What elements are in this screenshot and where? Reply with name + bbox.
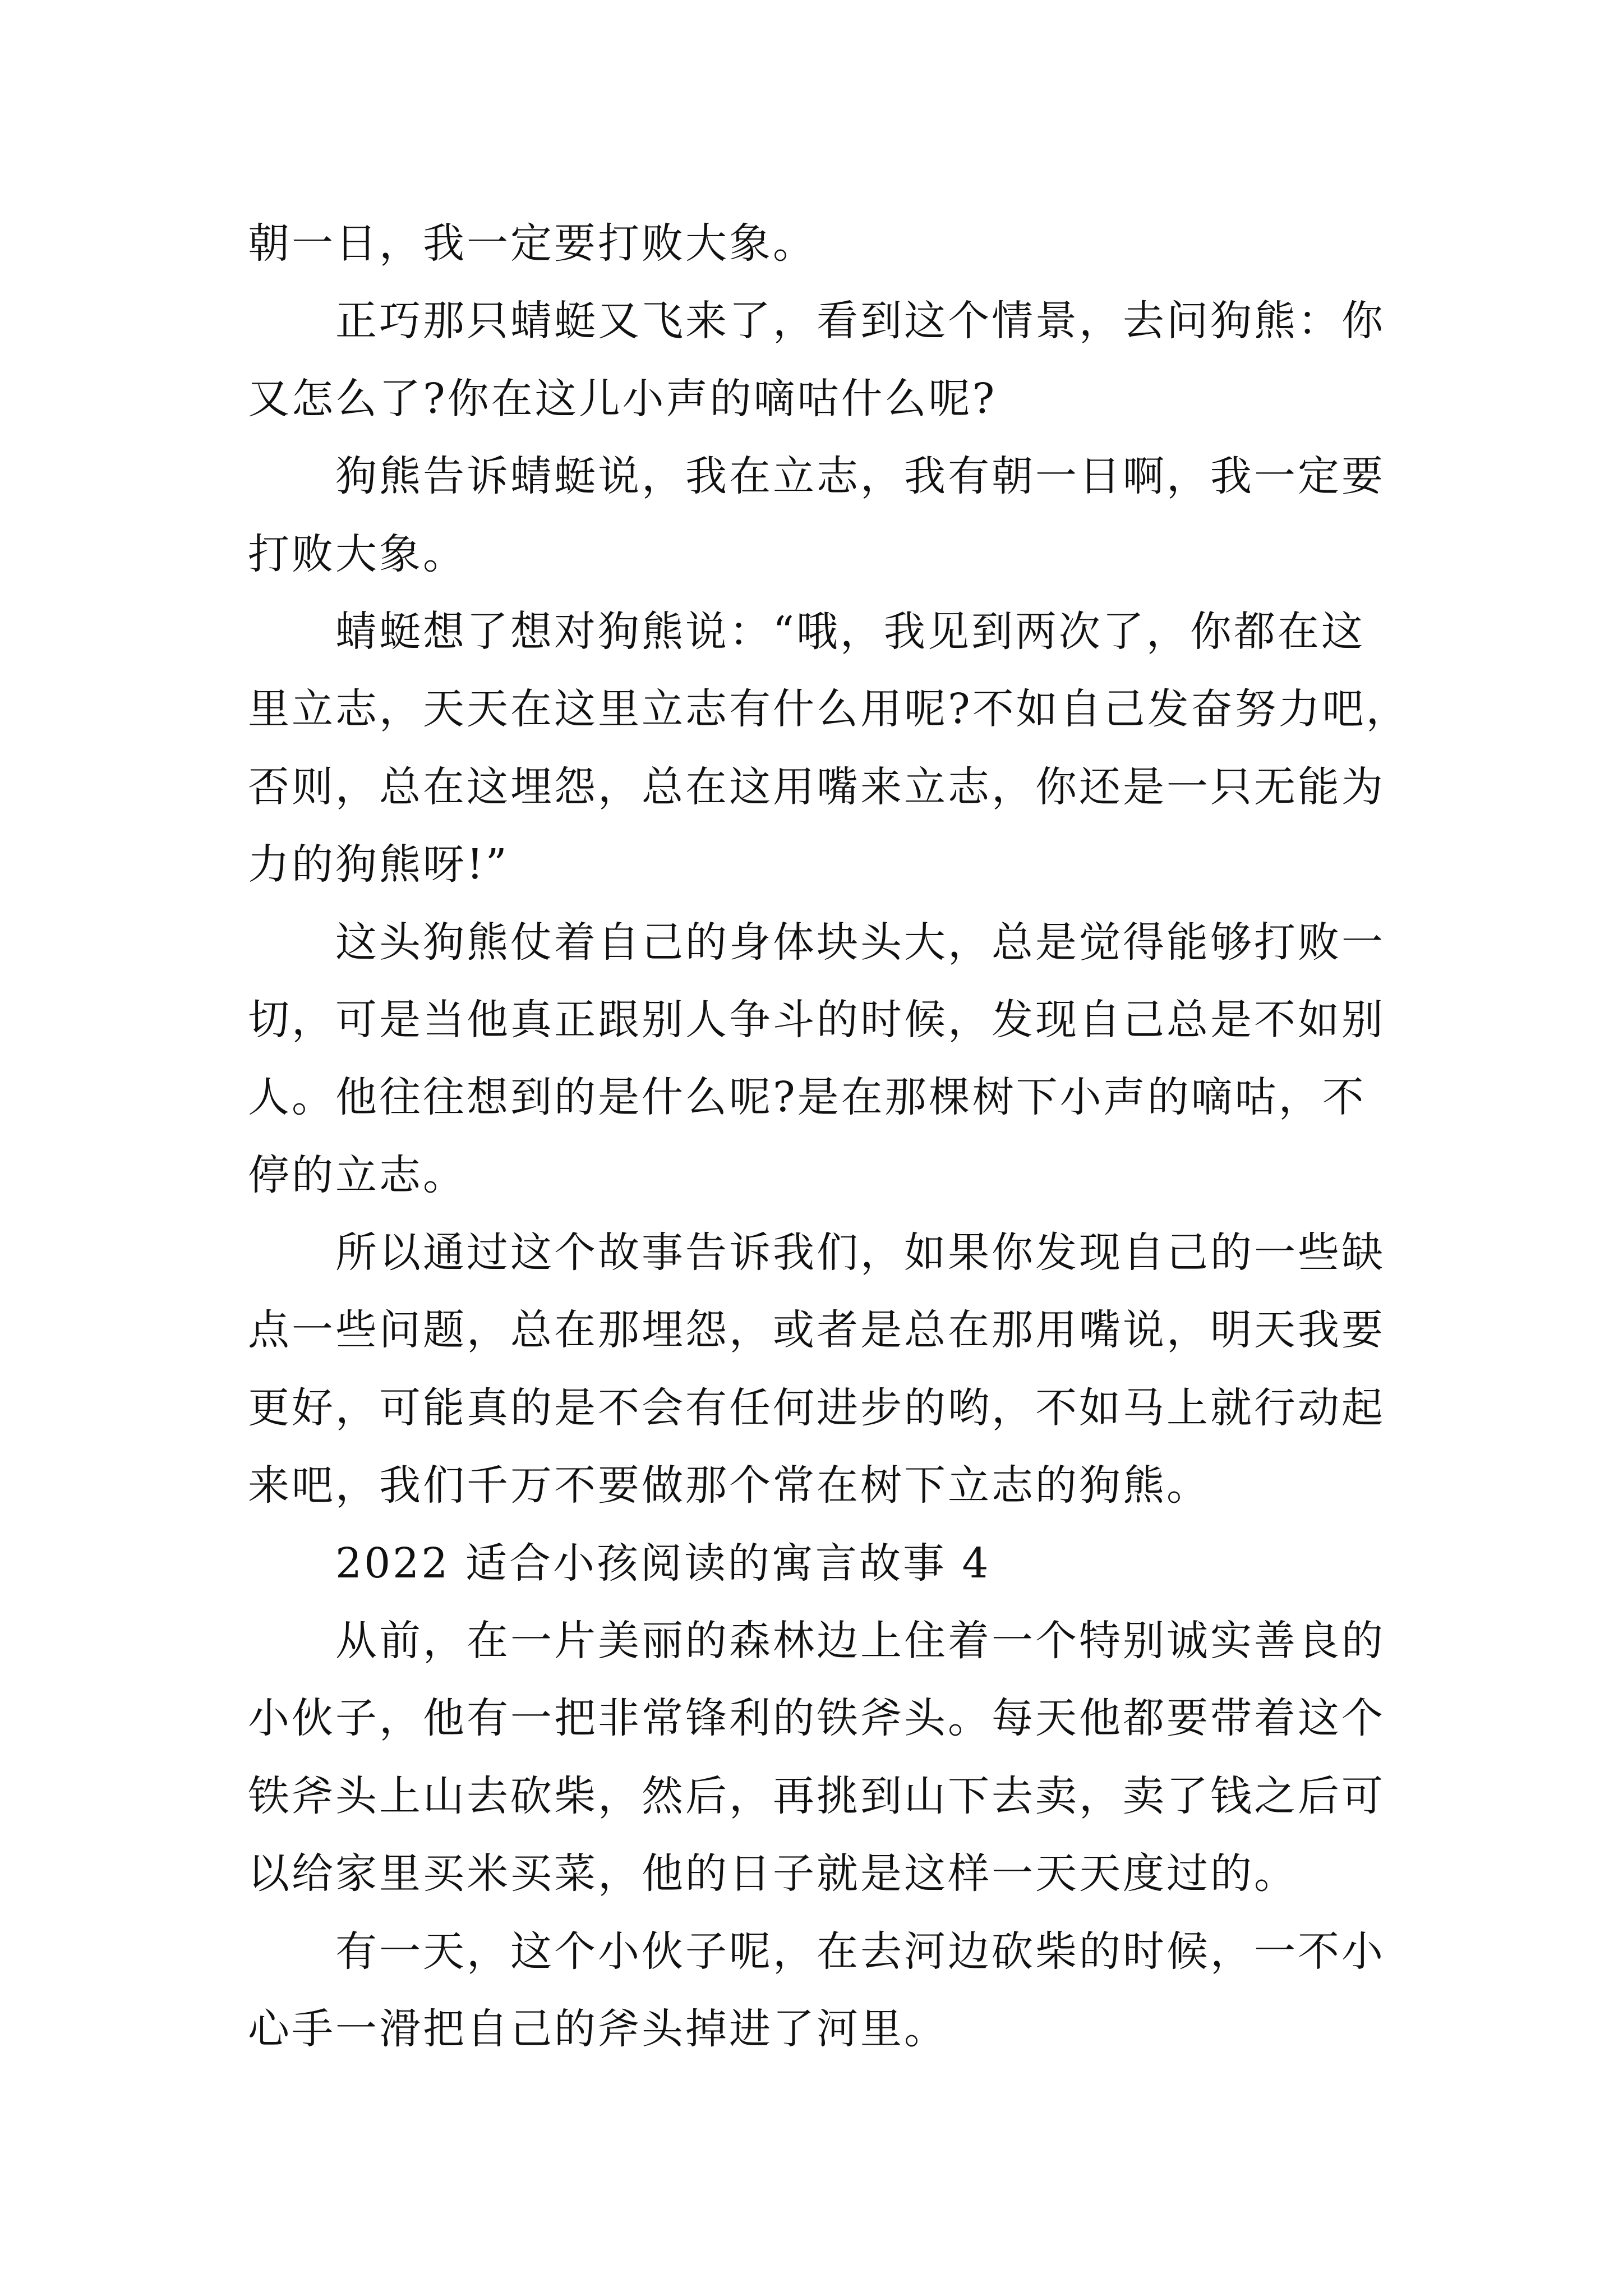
text-line: 又怎么了?你在这儿小声的嘀咕什么呢? — [248, 374, 997, 423]
text-line: 铁斧头上山去砍柴，然后，再挑到山下去卖，卖了钱之后可 — [248, 1772, 1385, 1820]
text-line: 所以通过这个故事告诉我们，如果你发现自己的一些缺 — [335, 1228, 1385, 1277]
text-line: 人。他往往想到的是什么呢?是在那棵树下小声的嘀咕，不 — [248, 1073, 1366, 1122]
section-heading-text: 2022 适合小孩阅读的寓言故事 4 — [335, 1539, 991, 1588]
text-line: 切，可是当他真正跟别人争斗的时候，发现自己总是不如别 — [248, 995, 1385, 1044]
text-line: 心手一滑把自己的斧头掉进了河里。 — [248, 2004, 948, 2053]
body-text — [248, 205, 1426, 2068]
text-line: 小伙子，他有一把非常锋利的铁斧头。每天他都要带着这个 — [248, 1694, 1385, 1743]
paragraph — [248, 904, 1426, 1214]
text-line: 力的狗熊呀!” — [248, 840, 509, 889]
text-line: 否则，总在这埋怨，总在这用嘴来立志，你还是一只无能为 — [248, 762, 1385, 811]
text-line: 狗熊告诉蜻蜓说，我在立志，我有朝一日啊，我一定要 — [335, 452, 1385, 501]
text-line: 点一些问题，总在那埋怨，或者是总在那用嘴说，明天我要 — [248, 1306, 1385, 1355]
paragraph — [248, 1214, 1426, 1525]
text-line: 以给家里买米买菜，他的日子就是这样一天天度过的。 — [248, 1849, 1298, 1898]
paragraph — [248, 1913, 1426, 2068]
paragraph — [248, 438, 1426, 593]
paragraph — [248, 282, 1426, 438]
text-line: 朝一日，我一定要打败大象。 — [248, 219, 817, 268]
text-line: 打败大象。 — [248, 530, 467, 578]
text-line: 从前，在一片美丽的森林边上住着一个特别诚实善良的 — [335, 1617, 1385, 1665]
text-line: 里立志，天天在这里立志有什么用呢?不如自己发奋努力吧， — [248, 685, 1410, 734]
text-line: 来吧，我们千万不要做那个常在树下立志的狗熊。 — [248, 1461, 1210, 1510]
paragraph — [248, 1602, 1426, 1913]
text-line: 蜻蜓想了想对狗熊说：“哦，我见到两次了，你都在这 — [335, 607, 1365, 656]
section-heading — [248, 1525, 1426, 1602]
text-line: 更好，可能真的是不会有任何进步的哟，不如马上就行动起 — [248, 1383, 1385, 1432]
paragraph — [248, 205, 1426, 282]
text-line: 有一天，这个小伙子呢，在去河边砍柴的时候，一不小 — [335, 1927, 1385, 1976]
text-line: 停的立志。 — [248, 1151, 467, 1199]
text-line: 正巧那只蜻蜓又飞来了，看到这个情景，去问狗熊：你 — [335, 297, 1385, 346]
paragraph — [248, 593, 1426, 904]
text-line: 这头狗熊仗着自己的身体块头大，总是觉得能够打败一 — [335, 918, 1385, 967]
